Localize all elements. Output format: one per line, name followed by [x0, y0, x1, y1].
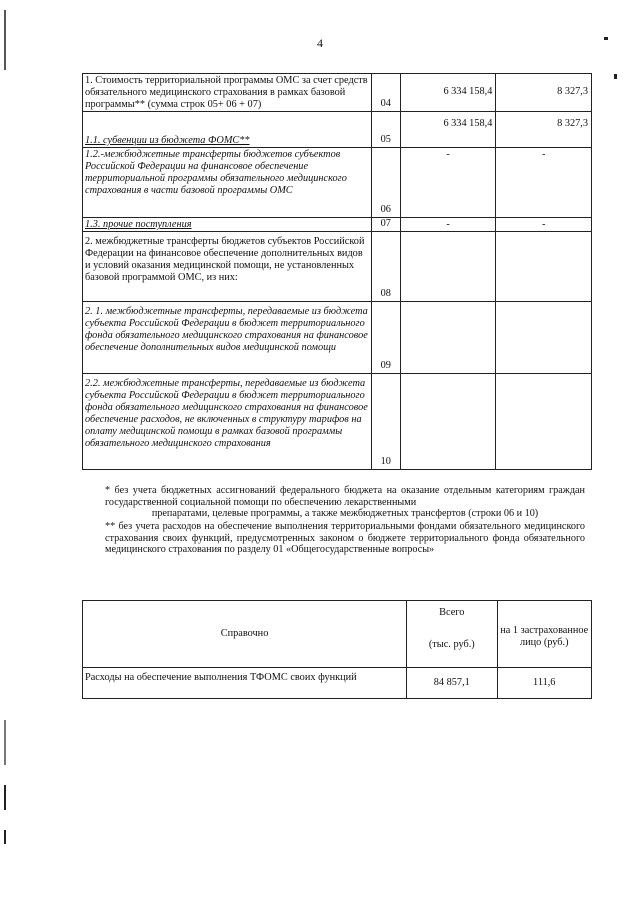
reference-row-label: Расходы на обеспечение выполнения ТФОМС своих функций — [83, 668, 407, 699]
row-description: 2. межбюджетные трансферты бюджетов субъектов Российской Федерации на финансовое обеспечение дополнительных видов и условий оказания медицинской помощи, не установленных базовой программой ОМС, из них: — [83, 232, 372, 302]
table-row — [83, 148, 592, 218]
row-description: 1.2.-межбюджетные трансферты бюджетов субъектов Российской Федерации на финансовое обеспечение территориальной программы обязательного медицинского страхования в части базовой программы ОМС — [83, 148, 372, 218]
row-per-person — [496, 302, 592, 374]
row-per-person: - — [496, 218, 592, 232]
reference-header-total-top: Всего — [439, 607, 465, 618]
row-total — [400, 374, 496, 470]
row-total: - — [400, 148, 496, 218]
reference-header-label: Справочно — [83, 601, 407, 668]
row-description: 1.3. прочие поступления — [85, 219, 192, 230]
row-description: 1. Стоимость территориальной программы ОМС за счет средств обязательного медицинского страхования в рамках базовой программы** (сумма строк 05+ 06 + 07) — [83, 74, 372, 112]
row-per-person — [496, 232, 592, 302]
table-row — [83, 218, 592, 232]
footnote-1 — [105, 485, 585, 520]
row-code: 08 — [371, 232, 400, 302]
scan-mark-left-top — [4, 10, 6, 70]
scan-mark-left-mid — [4, 720, 6, 765]
footnote-2: ** без учета расходов на обеспечение выполнения территориальными фондами обязательного медицинского страхования своих функций, предусмотренных законом о бюджете территориального фонда обязательного медицинского страхования по разделу 01 «Общегосударственные вопросы» — [105, 521, 585, 556]
funding-table — [82, 73, 592, 470]
table-row — [83, 668, 592, 699]
row-total: 6 334 158,4 — [400, 112, 496, 148]
row-total: - — [400, 218, 496, 232]
table-row — [83, 232, 592, 302]
row-per-person: 8 327,3 — [496, 74, 592, 112]
reference-table — [82, 600, 592, 699]
reference-row-per-person: 111,6 — [497, 668, 592, 699]
scan-mark-left-bottom — [4, 830, 6, 844]
row-description: 1.1. субвенции из бюджета ФОМС** — [85, 135, 250, 146]
row-code: 10 — [371, 374, 400, 470]
row-code: 09 — [371, 302, 400, 374]
row-code: 05 — [371, 112, 400, 148]
footnote-1-text: * без учета бюджетных ассигнований федерального бюджета на оказание отдельным категориям граждан государственной социальной помощи по обеспечению лекарственными — [105, 485, 585, 508]
table-row — [83, 302, 592, 374]
row-total — [400, 232, 496, 302]
row-total — [400, 302, 496, 374]
row-total: 6 334 158,4 — [400, 74, 496, 112]
reference-row-total: 84 857,1 — [407, 668, 497, 699]
table-row — [83, 74, 592, 112]
scan-dot-top-right — [604, 37, 608, 40]
reference-header-total-unit: (тыс. руб.) — [428, 639, 475, 650]
row-code: 07 — [371, 218, 400, 232]
reference-header-per-person: на 1 застрахованное лицо (руб.) — [497, 601, 592, 668]
row-code: 06 — [371, 148, 400, 218]
row-description: 2.2. межбюджетные трансферты, передаваемые из бюджета субъекта Российской Федерации в бюджет территориального фонда обязательного медицинского страхования на финансовое обеспечение расходов, не включенных в структуру тарифов на оплату медицинской помощи в рамках базовой программы обязательного медицинского страхования — [83, 374, 372, 470]
row-code: 04 — [371, 74, 400, 112]
reference-header-total — [407, 601, 497, 668]
table-header-row — [83, 601, 592, 668]
footnote-1-text-cont: препаратами, целевые программы, а также межбюджетных трансфертов (строки 06 и 10) — [151, 508, 539, 520]
scan-mark-left-low — [4, 785, 6, 810]
row-per-person — [496, 374, 592, 470]
page-number: 4 — [317, 36, 323, 50]
row-description: 2. 1. межбюджетные трансферты, передаваемые из бюджета субъекта Российской Федерации в бюджет территориального фонда обязательного медицинского страхования на финансовое обеспечение дополнительных видов медицинской помощи — [83, 302, 372, 374]
row-per-person: - — [496, 148, 592, 218]
scan-dot-right — [614, 74, 617, 79]
row-per-person: 8 327,3 — [496, 112, 592, 148]
table-row — [83, 112, 592, 148]
table-row — [83, 374, 592, 470]
